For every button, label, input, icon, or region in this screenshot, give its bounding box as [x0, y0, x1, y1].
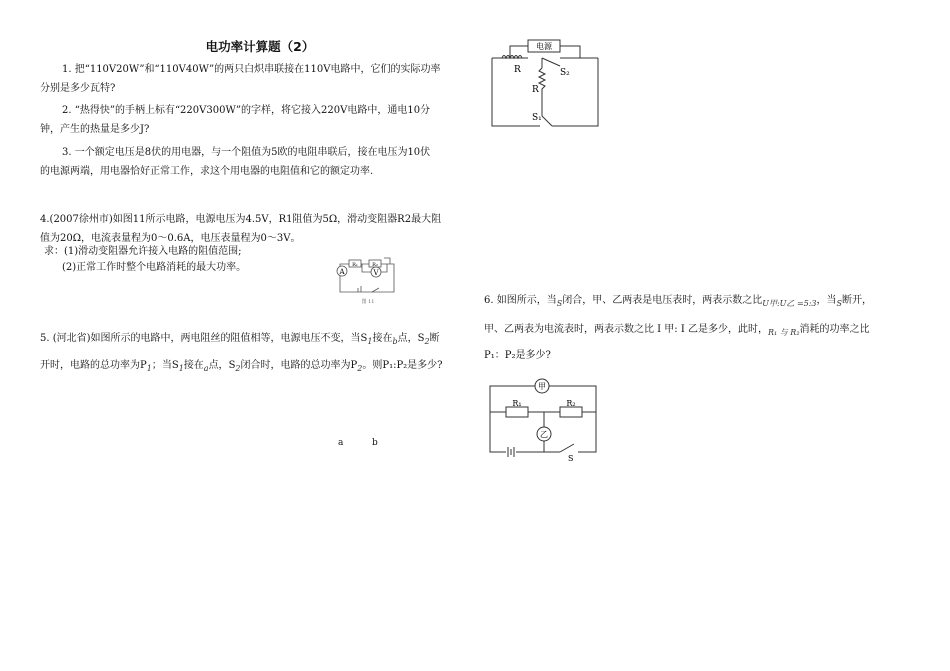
question-4-line-4: (2)正常工作时整个电路消耗的最大功率。 — [62, 262, 247, 273]
question-4-line-2: 值为20Ω，电流表量程为0～0.6A，电压表量程为0～3V。 — [40, 233, 301, 244]
question-5-line-2: 开时，电路的总功率为$P_1$；当$S_1$接在$_a$点，$S_2$闭合时，电路的总功率为$P_2$。则P₁:P₂是多少? — [40, 360, 443, 373]
figure-5-resistor-middle-label: R — [532, 85, 539, 95]
question-3 — [40, 143, 485, 181]
question-3-line-1: 3. 一个额定电压是8伏的用电器，与一个阻值为5欧的电阻串联后，接在电压为10伏 — [62, 147, 431, 158]
figure-5-circuit — [490, 38, 602, 132]
question-6-line-3: P₁：P₂是多少? — [484, 350, 551, 361]
question-1-line-1: 1. 把“110V20W”和“110V40W”的两只白炽串联接在110V电路中，它们的实际功率 — [62, 64, 441, 75]
figure-6-circuit — [488, 376, 600, 463]
question-1 — [40, 60, 485, 98]
figure-6-meter-yi-label: 乙 — [540, 430, 548, 439]
figure-11-ammeter: A — [339, 268, 345, 276]
figure-11-voltmeter: V — [373, 269, 379, 277]
figure-5-switch-s2-label: S₂ — [560, 68, 570, 78]
question-2-line-2: 钟，产生的热量是多少J? — [40, 124, 150, 135]
question-4-line-1: 4.(2007徐州市)如图11所示电路，电源电压为4.5V，R1阻值为5Ω，滑动变阻器R2最大阻 — [40, 214, 442, 225]
question-6-line-1: 6. 如图所示，当$_S$闭合，甲、乙两表是电压表时，两表示数之比$_{U甲:U乙 =5:3}$，当$_S$断开， — [484, 295, 873, 308]
question-5-line-1: 5. (河北省)如图所示的电路中，两电阻丝的阻值相等，电源电压不变，当$S_1$接在$_b$点，$S_2$断 — [40, 333, 440, 346]
figure-6-r2-label: R₂ — [566, 399, 576, 408]
question-2 — [40, 101, 485, 139]
question-5-label-a: a — [338, 438, 344, 448]
figure-11-r1-label: R₁ — [352, 262, 358, 268]
question-2-line-1: 2. “热得快”的手柄上标有“220V300W”的字样，将它接入220V电路中，通电10分 — [62, 105, 431, 116]
figure-6-meter-jia-label: 甲 — [538, 382, 546, 391]
question-5-label-b: b — [372, 438, 378, 448]
figure-11-circuit — [332, 250, 402, 310]
figure-11-caption: 图 11 — [361, 299, 375, 305]
figure-5-source-label: 电源 — [536, 42, 552, 51]
figure-6-r1-label: R₁ — [512, 399, 522, 408]
question-4-line-3: 求：(1)滑动变阻器允许接入电路的阻值范围; — [44, 246, 242, 257]
question-6-line-2: 甲、乙两表为电流表时，两表示数之比 I 甲: I 乙是多少，此时，$_{R_1 与 R_2}$消耗的功率之比 — [484, 324, 870, 337]
page-title: 电功率计算题（2） — [205, 39, 315, 54]
figure-5-switch-s1-label: S₁ — [532, 113, 542, 123]
figure-6-switch-label: S — [568, 454, 574, 463]
question-1-line-2: 分别是多少瓦特? — [40, 83, 116, 94]
question-3-line-2: 的电源两端，用电器恰好正常工作，求这个用电器的电阻值和它的额定功率. — [40, 166, 374, 177]
figure-5-resistor-left-label: R — [514, 65, 521, 75]
figure-11-r2-label: R₂ — [372, 262, 378, 268]
